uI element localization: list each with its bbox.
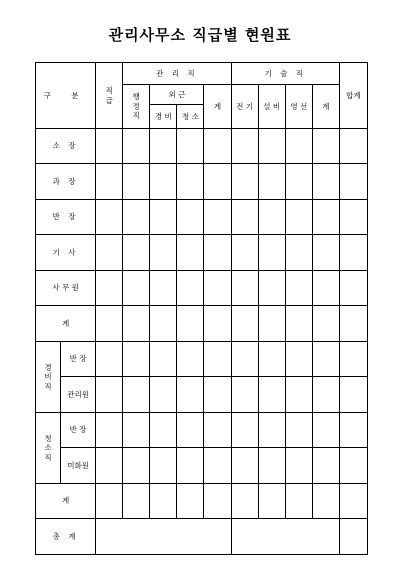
row-label-cheongso-banjang: 반 장 (61, 413, 96, 448)
table-row (36, 484, 368, 519)
header-yeongseon: 영 선 (285, 85, 312, 129)
header-gubun: 구 분 (36, 63, 96, 129)
header-gisul-group: 기 술 직 (231, 63, 339, 85)
row-group-gyeongbi: 경비직 (36, 342, 61, 413)
row-label-samuwon: 사 무 원 (36, 271, 96, 306)
header-jikgeup: 직급 (96, 63, 123, 129)
table-row (36, 377, 368, 413)
table-row (36, 200, 368, 235)
page-title: 관리사무소 직급별 현원표 (108, 26, 292, 44)
header-total: 합계 (339, 63, 367, 129)
header-gwanri-gye: 계 (204, 85, 231, 129)
row-label-gye-2: 계 (36, 484, 96, 519)
header-oegeun: 외 근 (150, 85, 204, 105)
row-label-sojang: 소 장 (36, 129, 96, 164)
header-cheongso: 청 소 (177, 105, 204, 129)
table-row (36, 164, 368, 200)
table-row (36, 448, 368, 484)
row-label-chonggye: 총 계 (36, 519, 96, 555)
row-label-banjang: 반 장 (36, 200, 96, 235)
table-row (36, 519, 368, 555)
header-haengjeong: 행정직 (123, 85, 150, 129)
header-jeongi: 전 기 (231, 85, 258, 129)
row-label-cheongso-mihwawon: 미화원 (61, 448, 96, 484)
table-row (36, 413, 368, 448)
header-gyeongbi: 경 비 (150, 105, 177, 129)
table-row (36, 306, 368, 342)
row-label-gwajang: 과 장 (36, 164, 96, 200)
row-label-gye: 계 (36, 306, 96, 342)
header-gwanri-group: 관 리 직 (123, 63, 231, 85)
header-seolbi: 설 비 (258, 85, 285, 129)
table-row (36, 129, 368, 164)
row-label-gyeongbi-banjang: 반 장 (61, 342, 96, 377)
table-row (36, 235, 368, 271)
header-gisul-gye: 계 (312, 85, 339, 129)
table-row (36, 342, 368, 377)
row-label-gyeongbi-gwanriwon: 관리원 (61, 377, 96, 413)
row-label-gisa: 기 사 (36, 235, 96, 271)
table-row (36, 271, 368, 306)
row-group-cheongso: 청소직 (36, 413, 61, 484)
staff-table (35, 62, 368, 555)
